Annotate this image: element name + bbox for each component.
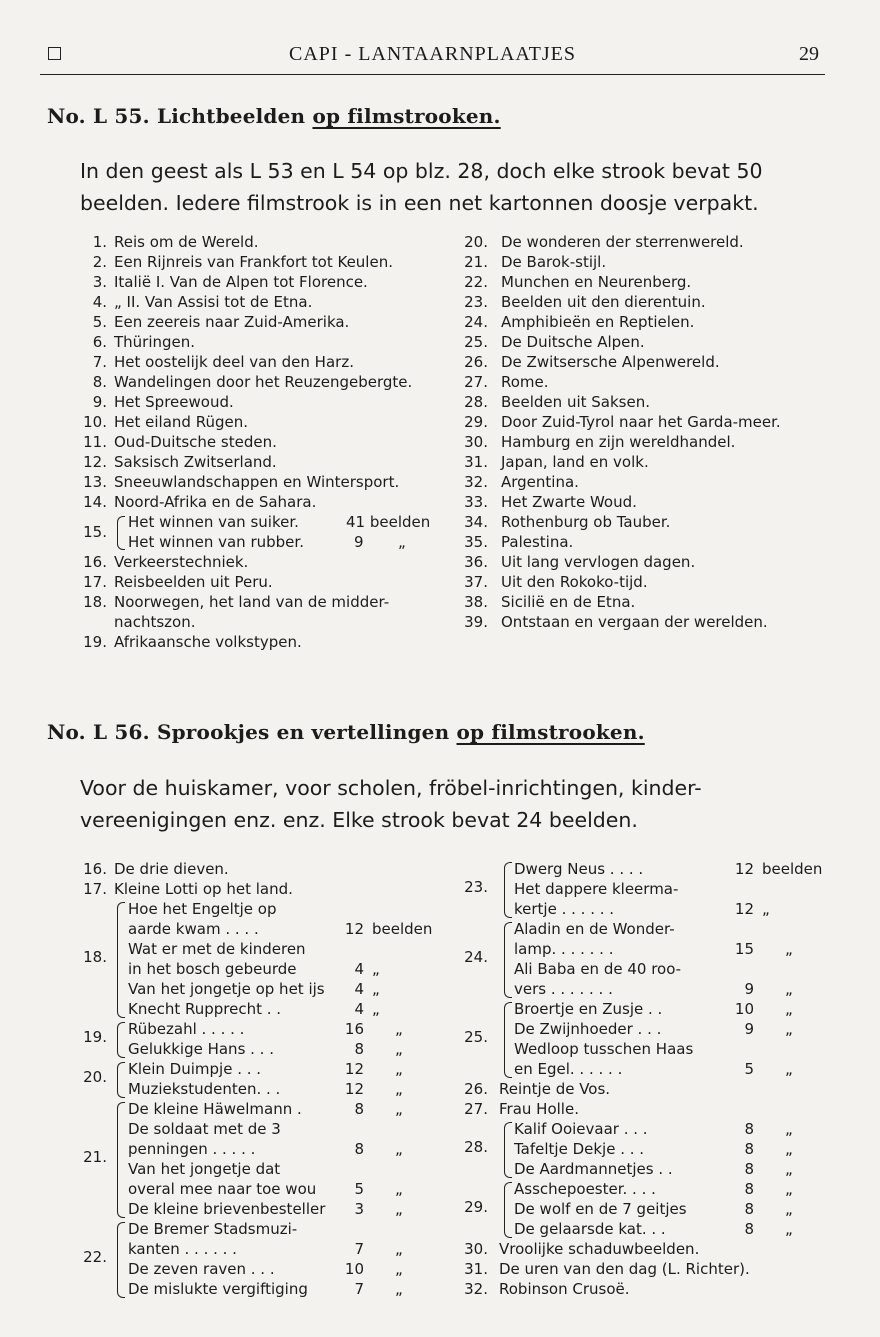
list-item-text: De Bremer Stadsmuzi- (128, 1220, 298, 1238)
list-item-text: Rübezahl . . . . . (128, 1020, 245, 1038)
section-title-l55-underlined: op filmstrooken. (312, 104, 501, 128)
list-item-text: Gelukkige Hans . . . (128, 1040, 274, 1058)
count-value: 16 (344, 1020, 364, 1038)
count-value: 9 (744, 1020, 754, 1038)
list-item-number: 17. (83, 573, 107, 591)
list-item-number: 26. (464, 1080, 488, 1098)
list-item-text: „ II. Van Assisi tot de Etna. (114, 293, 313, 311)
list-item-text: De wolf en de 7 geitjes (514, 1200, 687, 1218)
count-value: 12 (344, 1080, 364, 1098)
count-unit: „ (395, 1240, 403, 1258)
count-value: 8 (354, 1140, 364, 1158)
list-item-number: 27. (464, 1100, 488, 1118)
count-value: 8 (354, 1040, 364, 1058)
count-unit: beelden (762, 860, 823, 878)
brace-icon (117, 902, 125, 1018)
section-intro-l55: In den geest als L 53 en L 54 op blz. 28, doch elke strook bevat 50 beelden. Iedere filmstrook is in een net kartonnen doosje verpakt. (80, 159, 763, 215)
list-item-number: 11. (83, 433, 107, 451)
list-item-number: 24. (464, 313, 488, 331)
list-item-text: Het eiland Rügen. (114, 413, 248, 431)
list-item-number: 18. (83, 593, 107, 611)
list-item-text: Een zeereis naar Zuid-Amerika. (114, 313, 350, 331)
list-item-number: 12. (83, 453, 107, 471)
count-unit: „ (395, 1080, 403, 1098)
count-unit: „ (395, 1280, 403, 1298)
list-item-text: Het dappere kleerma- (514, 880, 679, 898)
list-item-text: Muziekstudenten. . . (128, 1080, 281, 1098)
list-item-number: 38. (464, 593, 488, 611)
list-item-text: Een Rijnreis van Frankfort tot Keulen. (114, 253, 393, 271)
list-item-text: vers . . . . . . . (514, 980, 613, 998)
brace-icon (117, 1022, 125, 1058)
count-value: 10 (344, 1260, 364, 1278)
list-item-text: Door Zuid-Tyrol naar het Garda-meer. (501, 413, 781, 431)
list-item-number: 16. (83, 860, 107, 878)
section-title-l55 (47, 104, 501, 128)
list-item-number: 23. (464, 293, 488, 311)
list-item-text: Wedloop tusschen Haas (514, 1040, 694, 1058)
brace-icon (504, 1122, 512, 1178)
list-item-number: 15. (83, 523, 107, 541)
list-item-text: Argentina. (501, 473, 579, 491)
list-item-text: Kleine Lotti op het land. (114, 880, 293, 898)
section-title-l56-prefix: No. L 56. Sprookjes en vertellingen (47, 720, 457, 744)
count-unit: „ (785, 1120, 793, 1138)
list-item-text: Het Spreewoud. (114, 393, 234, 411)
list-item-text: Het Zwarte Woud. (501, 493, 637, 511)
list-item-number: 30. (464, 1240, 488, 1258)
list-item-text: in het bosch gebeurde (128, 960, 297, 978)
list-item-text: De drie dieven. (114, 860, 229, 878)
list-item-text: Reintje de Vos. (499, 1080, 611, 1098)
list-item-number: 29. (464, 1198, 488, 1216)
count-unit: „ (372, 980, 380, 998)
list-item-text: Klein Duimpje . . . (128, 1060, 262, 1078)
list-item-number: 19. (83, 1028, 107, 1046)
count-value: 8 (744, 1220, 754, 1238)
count-unit: „ (785, 1200, 793, 1218)
list-item-text: De mislukte vergiftiging (128, 1280, 308, 1298)
list-item-number: 16. (83, 553, 107, 571)
list-item-number: 13. (83, 473, 107, 491)
list-item-text: Noorwegen, het land van de midder- (114, 593, 390, 611)
list-item-text: Sneeuwlandschappen en Wintersport. (114, 473, 400, 491)
list-item-text: Amphibieën en Reptielen. (501, 313, 695, 331)
count-unit: „ (395, 1060, 403, 1078)
list-item-text: Tafeltje Dekje . . . (514, 1140, 645, 1158)
list-item-number: 39. (464, 613, 488, 631)
list-item-text: Beelden uit Saksen. (501, 393, 650, 411)
count-value: 10 (734, 1000, 754, 1018)
list-item-number: 4. (92, 293, 107, 311)
list-item-text: De Zwijnhoeder . . . (514, 1020, 662, 1038)
list-item-number: 22. (464, 273, 488, 291)
section-title-l55-prefix: No. L 55. Lichtbeelden (47, 104, 313, 128)
count-value: 8 (744, 1200, 754, 1218)
list-item-text: Uit lang vervlogen dagen. (501, 553, 696, 571)
list-item-text: Oud-Duitsche steden. (114, 433, 277, 451)
list-item-text: aarde kwam . . . . (128, 920, 259, 938)
brace-icon (117, 516, 125, 550)
count-unit: „ (395, 1100, 403, 1118)
list-item-text: De Duitsche Alpen. (501, 333, 645, 351)
count-value: 7 (354, 1280, 364, 1298)
list-item-number: 25. (464, 1028, 488, 1046)
list-item-text: Sicilië en de Etna. (501, 593, 636, 611)
list-item-text: Hoe het Engeltje op (128, 900, 277, 918)
count-value: 8 (744, 1140, 754, 1158)
list-item-text: lamp. . . . . . . (514, 940, 614, 958)
list-item-text: De gelaarsde kat. . . (514, 1220, 666, 1238)
brace-icon (117, 1062, 125, 1098)
list-item-text: Van het jongetje op het ijs (128, 980, 325, 998)
count-value: 15 (734, 940, 754, 958)
list-item-number: 36. (464, 553, 488, 571)
list-item-number: 33. (464, 493, 488, 511)
count-unit: „ (395, 1200, 403, 1218)
list-item-text: De soldaat met de 3 (128, 1120, 281, 1138)
count-unit: „ (785, 1000, 793, 1018)
count-unit: „ (762, 900, 770, 918)
list-item-number: 20. (464, 233, 488, 251)
list-item-text: Munchen en Neurenberg. (501, 273, 692, 291)
brace-icon (117, 1102, 125, 1218)
list-item-number: 31. (464, 453, 488, 471)
list-item-text: Japan, land en volk. (501, 453, 649, 471)
list-item-number: 26. (464, 353, 488, 371)
list-item-text: kertje . . . . . . (514, 900, 615, 918)
list-item-text: Ontstaan en vergaan der werelden. (501, 613, 768, 631)
count-value: 12 (734, 900, 754, 918)
list-item-number: 14. (83, 493, 107, 511)
count-value: 12 (344, 920, 364, 938)
list-item-number: 19. (83, 633, 107, 651)
list-item-text: Wat er met de kinderen (128, 940, 306, 958)
list-item-text: Kalif Ooievaar . . . (514, 1120, 648, 1138)
section-intro-l56: Voor de huiskamer, voor scholen, fröbel-inrichtingen, kinder-vereenigingen enz. enz. Elke strook bevat 24 beelden. (80, 776, 702, 832)
list-item-text: Hamburg en zijn wereldhandel. (501, 433, 736, 451)
list-item-text: Robinson Crusoë. (499, 1280, 630, 1298)
list-item-text: De wonderen der sterrenwereld. (501, 233, 744, 251)
count-value: 12 (344, 1060, 364, 1078)
count-value: 8 (744, 1120, 754, 1138)
count-value: 8 (744, 1160, 754, 1178)
list-item-text: Knecht Rupprecht . . (128, 1000, 282, 1018)
count-value: 4 (354, 980, 364, 998)
count-unit: „ (395, 1260, 403, 1278)
count-value: 4 (354, 960, 364, 978)
list-item-number: 30. (464, 433, 488, 451)
list-item-text: Thüringen. (114, 333, 196, 351)
list-item-text: Dwerg Neus . . . . (514, 860, 644, 878)
list-item-number: 2. (92, 253, 107, 271)
list-item-text: Rome. (501, 373, 549, 391)
list-item-text: Vroolijke schaduwbeelden. (499, 1240, 700, 1258)
list-item-number: 3. (92, 273, 107, 291)
list-item-text: penningen . . . . . (128, 1140, 256, 1158)
count-unit: „ (785, 1060, 793, 1078)
page-number: 29 (799, 43, 819, 65)
list-item-number: 29. (464, 413, 488, 431)
count-value: 3 (354, 1200, 364, 1218)
list-item-number: 17. (83, 880, 107, 898)
list-item-text: Italië I. Van de Alpen tot Florence. (114, 273, 368, 291)
list-item-text: Broertje en Zusje . . (514, 1000, 663, 1018)
list-item-number: 6. (92, 333, 107, 351)
list-item-number: 7. (92, 353, 107, 371)
count-unit: „ (785, 1020, 793, 1038)
list-item-number: 32. (464, 473, 488, 491)
count-unit: „ (785, 940, 793, 958)
list-item-text: nachtszon. (114, 613, 196, 631)
list-item-number: 18. (83, 948, 107, 966)
list-item-text: Reisbeelden uit Peru. (114, 573, 273, 591)
list-item-number: 21. (464, 253, 488, 271)
brace-icon (504, 1182, 512, 1238)
page-header (40, 40, 825, 75)
count-value: 12 (734, 860, 754, 878)
count-unit: „ (395, 1020, 403, 1038)
list-item-text: en Egel. . . . . . (514, 1060, 623, 1078)
list-item-text: Van het jongetje dat (128, 1160, 281, 1178)
list-item-text: Het oostelijk deel van den Harz. (114, 353, 354, 371)
count-unit: „ (785, 1220, 793, 1238)
list-item-number: 23. (464, 878, 488, 896)
count-unit: „ (785, 1140, 793, 1158)
count-value: 5 (744, 1060, 754, 1078)
list-item-number: 10. (83, 413, 107, 431)
count-unit: „ (395, 1180, 403, 1198)
list-item-number: 21. (83, 1148, 107, 1166)
list-item-text: Uit den Rokoko-tijd. (501, 573, 648, 591)
list-item-text: De Aardmannetjes . . (514, 1160, 673, 1178)
count-value: 9 (744, 980, 754, 998)
list-item-text: Beelden uit den dierentuin. (501, 293, 706, 311)
list-item-text: De uren van den dag (L. Richter). (499, 1260, 750, 1278)
count-value: 4 (354, 1000, 364, 1018)
section-title-l56-underlined: op filmstrooken. (456, 720, 645, 744)
list-item-number: 37. (464, 573, 488, 591)
list-item-text: De Barok-stijl. (501, 253, 607, 271)
count-unit: „ (372, 960, 380, 978)
list-item-number: 32. (464, 1280, 488, 1298)
list-item-number: 20. (83, 1068, 107, 1086)
list-item-number: 25. (464, 333, 488, 351)
count-unit: „ (395, 1140, 403, 1158)
list-item-number: 31. (464, 1260, 488, 1278)
list-item-number: 5. (92, 313, 107, 331)
list-item-text: Saksisch Zwitserland. (114, 453, 277, 471)
list-item-text: Rothenburg ob Tauber. (501, 513, 671, 531)
count-unit: „ (395, 1040, 403, 1058)
count-unit: „ (785, 980, 793, 998)
brace-icon (504, 922, 512, 998)
list-item-text: Het winnen van rubber. (128, 533, 304, 551)
list-item-text: Wandelingen door het Reuzengebergte. (114, 373, 413, 391)
list-item-text: De kleine Häwelmann . (128, 1100, 302, 1118)
list-item-number: 22. (83, 1248, 107, 1266)
brace-icon (504, 862, 512, 918)
count-unit: „ (372, 1000, 380, 1018)
list-item-text: Palestina. (501, 533, 574, 551)
count-value: 41 beelden (346, 513, 431, 531)
count-unit: „ (785, 1160, 793, 1178)
count-value: 5 (354, 1180, 364, 1198)
running-title: CAPI - LANTAARNPLAATJES (289, 43, 576, 65)
list-item-text: De zeven raven . . . (128, 1260, 275, 1278)
list-item-text: De Zwitsersche Alpenwereld. (501, 353, 720, 371)
list-item-number: 28. (464, 1138, 488, 1156)
list-item-text: Afrikaansche volkstypen. (114, 633, 302, 651)
section-title-l56 (47, 720, 645, 744)
list-item-number: 24. (464, 948, 488, 966)
list-item-text: Verkeerstechniek. (114, 553, 249, 571)
brace-icon (117, 1222, 125, 1298)
list-item-text: overal mee naar toe wou (128, 1180, 317, 1198)
list-item-number: 27. (464, 373, 488, 391)
count-value: 7 (354, 1240, 364, 1258)
list-item-text: kanten . . . . . . (128, 1240, 237, 1258)
list-item-text: Noord-Afrika en de Sahara. (114, 493, 317, 511)
list-item-text: Ali Baba en de 40 roo- (514, 960, 682, 978)
list-item-number: 34. (464, 513, 488, 531)
brace-icon (504, 1002, 512, 1078)
count-value: 8 (744, 1180, 754, 1198)
count-value: 8 (354, 1100, 364, 1118)
count-unit: beelden (372, 920, 433, 938)
list-item-text: Reis om de Wereld. (114, 233, 259, 251)
count-value: 9 (354, 533, 364, 551)
list-item-number: 8. (92, 373, 107, 391)
list-item-text: Asschepoester. . . . (514, 1180, 656, 1198)
list-item-number: 28. (464, 393, 488, 411)
count-unit: „ (785, 1180, 793, 1198)
list-item-text: Aladin en de Wonder- (514, 920, 675, 938)
list-item-number: 1. (92, 233, 107, 251)
list-item-text: Frau Holle. (499, 1100, 579, 1118)
list-item-number: 9. (92, 393, 107, 411)
list-item-text: Het winnen van suiker. (128, 513, 299, 531)
list-item-number: 35. (464, 533, 488, 551)
list-item-text: De kleine brievenbesteller (128, 1200, 326, 1218)
count-unit: „ (398, 533, 406, 551)
